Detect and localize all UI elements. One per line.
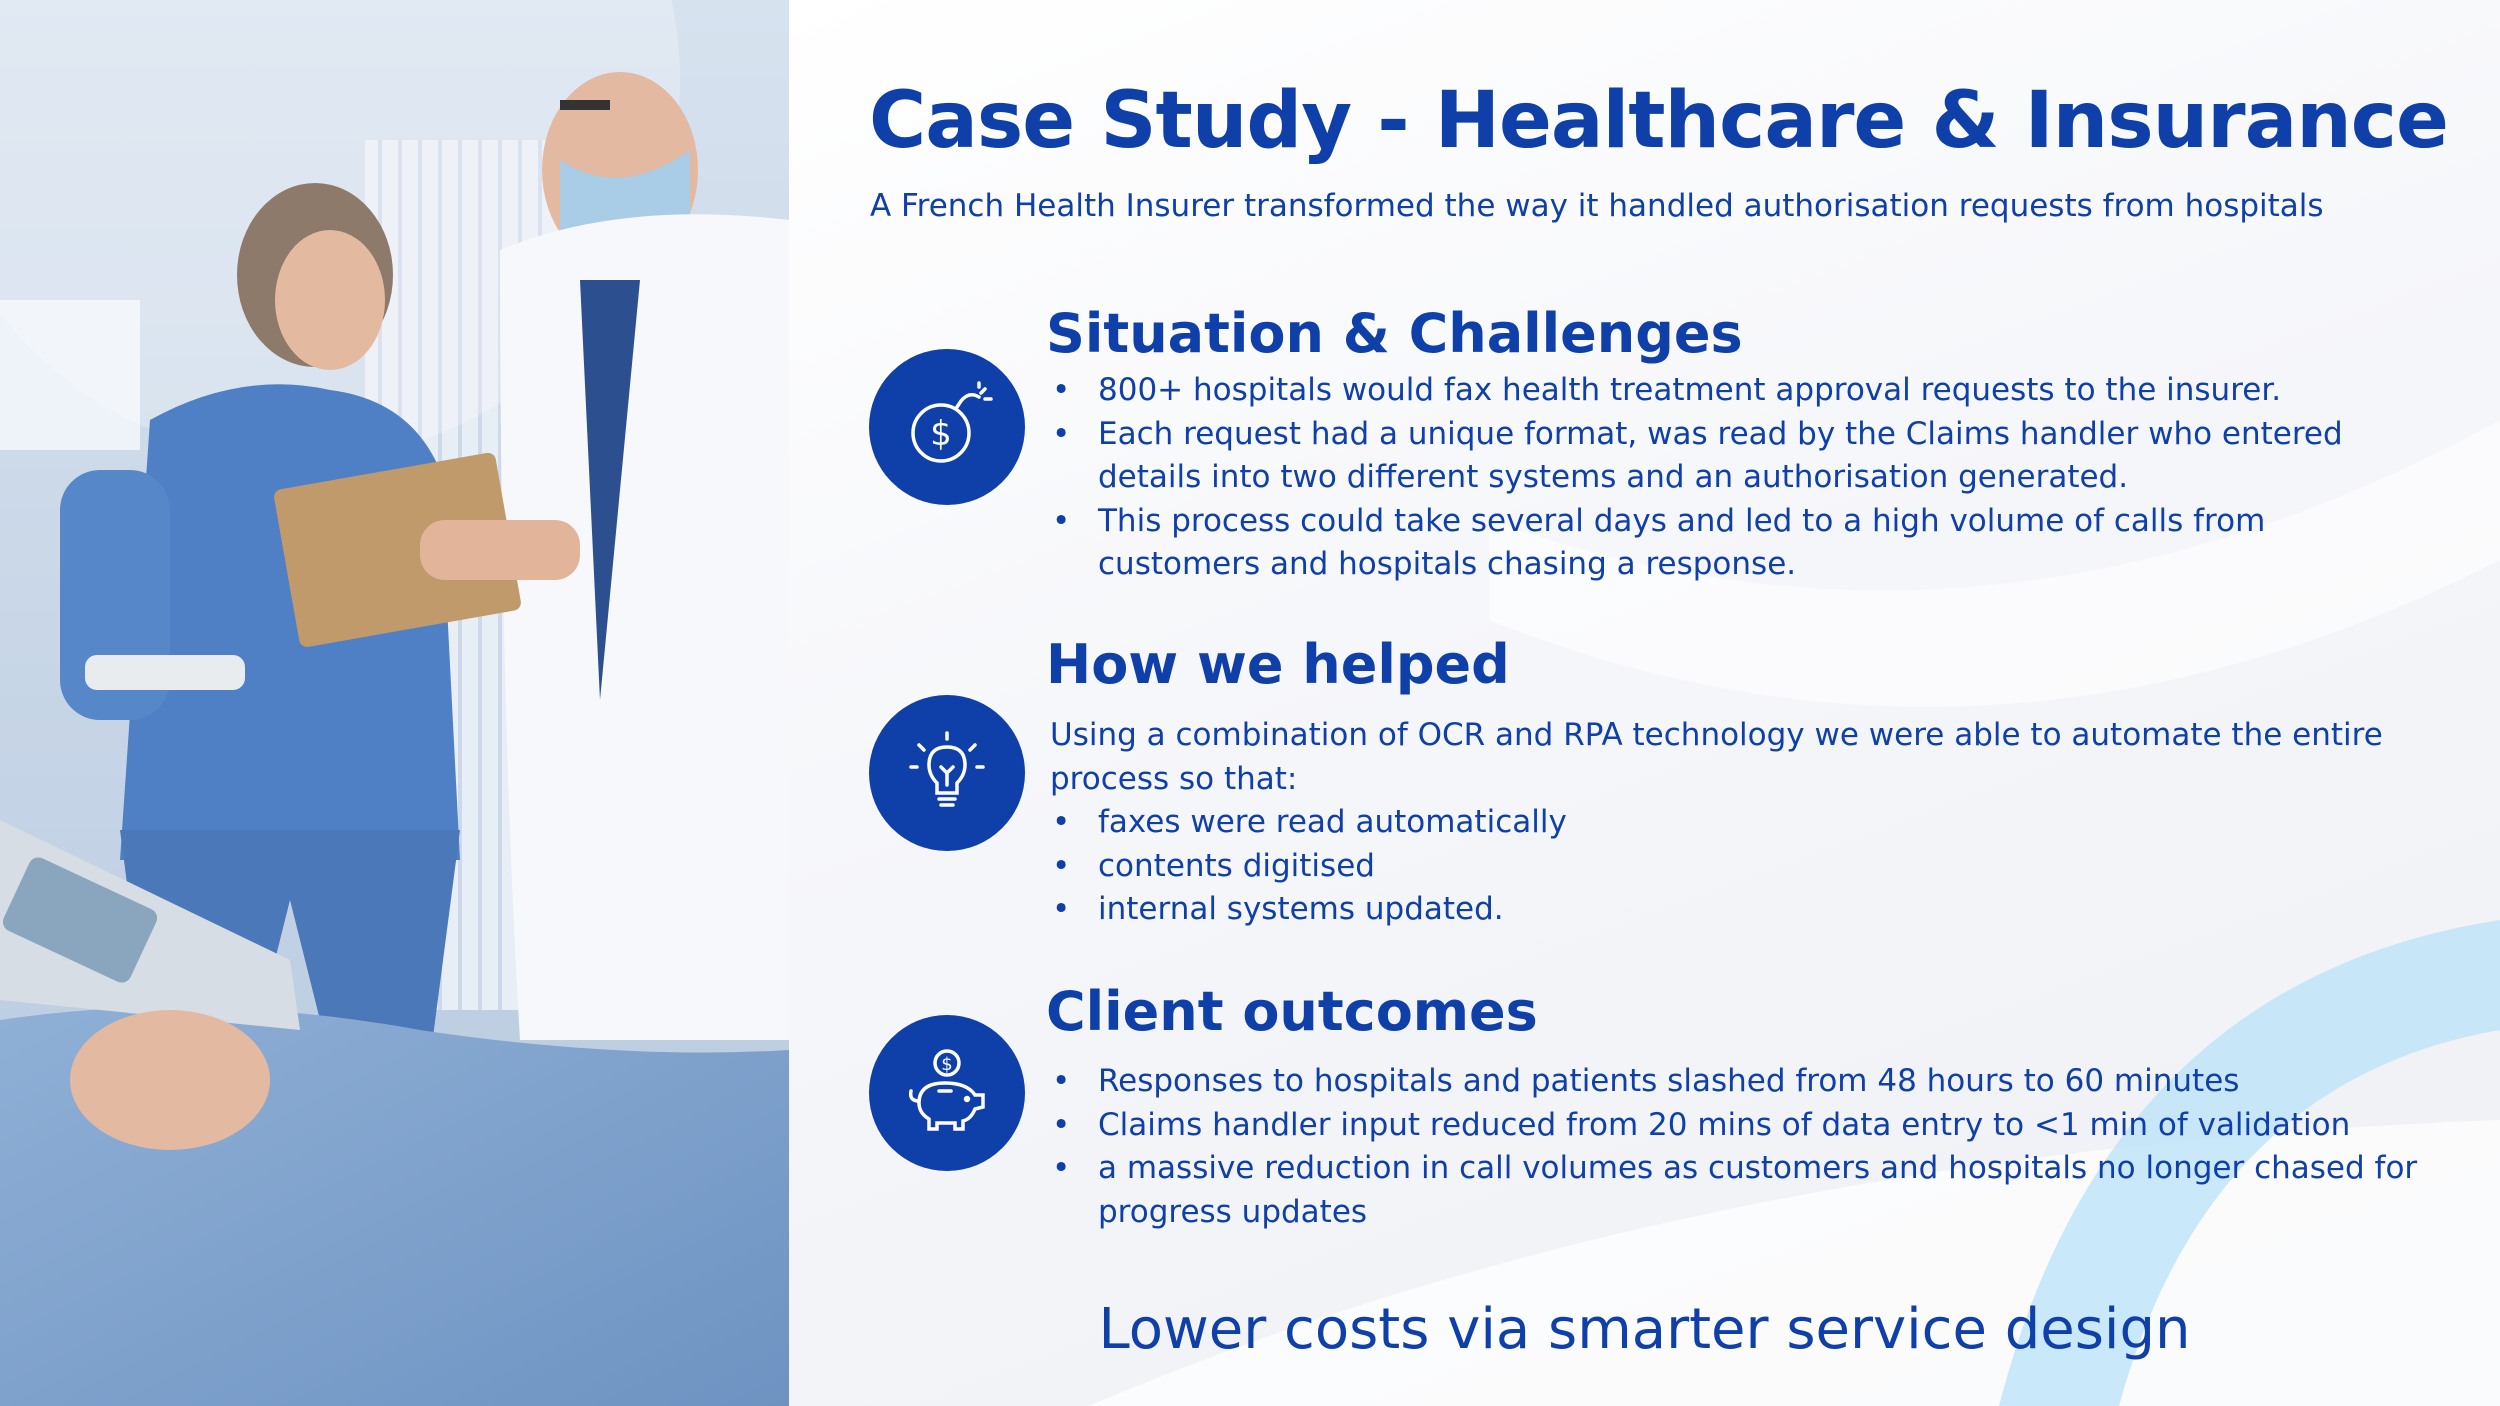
outcomes-bullet: • Claims handler input reduced from 20 mins of data entry to <1 min of validation bbox=[1050, 1104, 2450, 1148]
helped-intro: Using a combination of OCR and RPA technology we were able to automate the entire process so that: bbox=[1050, 717, 2383, 797]
page-title: Case Study - Healthcare & Insurance bbox=[869, 76, 2448, 166]
piggy-bank-icon bbox=[869, 1015, 1025, 1171]
helped-bullet: • contents digitised bbox=[1050, 845, 2450, 889]
outcomes-bullet: • a massive reduction in call volumes as customers and hospitals no longer chased for progress updates bbox=[1050, 1147, 2438, 1234]
lightbulb-icon bbox=[869, 695, 1025, 851]
outcomes-bullet: • Responses to hospitals and patients slashed from 48 hours to 60 minutes bbox=[1050, 1060, 2450, 1104]
situation-bullet: • Each request had a unique format, was read by the Claims handler who entered details into two different systems and an authorisation generated. bbox=[1050, 413, 2438, 500]
doctor-and-nurse-photo bbox=[0, 0, 789, 1406]
tagline: Lower costs via smarter service design bbox=[1098, 1297, 2191, 1362]
page-subtitle: A French Health Insurer transformed the way it handled authorisation requests from hospitals bbox=[870, 188, 2324, 224]
content-panel bbox=[789, 0, 2500, 1406]
svg-text:$: $ bbox=[930, 414, 952, 454]
situation-bullet: • This process could take several days and led to a high volume of calls from customers and hospitals chasing a response. bbox=[1050, 500, 2378, 587]
helped-heading: How we helped bbox=[1046, 633, 1510, 696]
helped-bullet: • internal systems updated. bbox=[1050, 888, 2450, 932]
situation-heading: Situation & Challenges bbox=[1046, 302, 1743, 365]
helped-body bbox=[1050, 714, 2450, 932]
situation-body bbox=[1050, 369, 2450, 587]
helped-bullet: • faxes were read automatically bbox=[1050, 801, 2450, 845]
svg-text:$: $ bbox=[941, 1054, 953, 1075]
money-bomb-icon bbox=[869, 349, 1025, 505]
outcomes-heading: Client outcomes bbox=[1046, 980, 1538, 1043]
situation-bullet: • 800+ hospitals would fax health treatment approval requests to the insurer. bbox=[1050, 369, 2450, 413]
outcomes-body bbox=[1050, 1060, 2450, 1234]
